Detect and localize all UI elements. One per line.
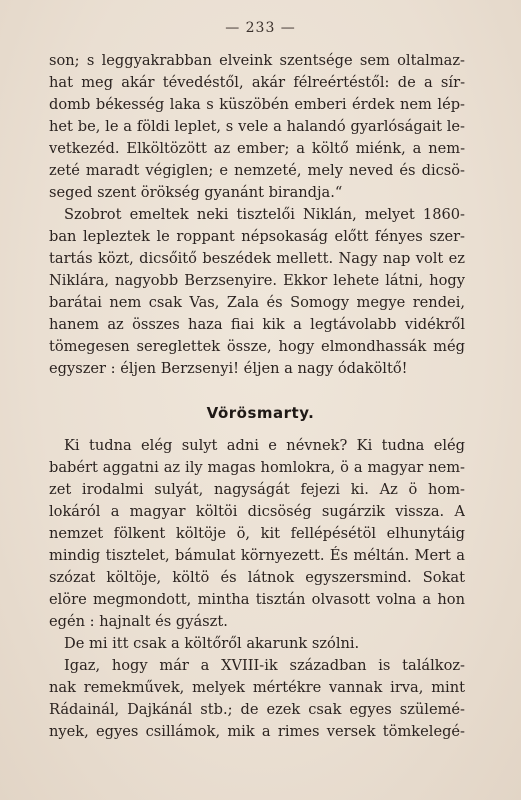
paragraph-poet-focus: [49, 633, 465, 655]
text-line: lokáról a magyar költöi dicsöség sugárzik vissza. A: [49, 503, 465, 520]
text-line: tartás közt, dicsőitő beszédek mellett. Nagy nap volt ez: [49, 250, 465, 267]
paragraph-statue: [49, 204, 465, 380]
text-line: szózat költöje, költö és látnok egyszersmind. Sokat: [49, 569, 465, 586]
text-line: babért aggatni az ily magas homlokra, ö a magyar nem-: [49, 459, 465, 476]
text-line: elöre megmondott, mintha tisztán olvasott volna a hon: [49, 591, 465, 608]
text-line: nemzet fölkent költöje ö, kit fellépésétöl elhunytáig: [49, 525, 465, 542]
text-line: egén : hajnalt és gyászt.: [49, 613, 228, 630]
paragraph-xviii-century: [49, 655, 465, 743]
text-line: domb békesség laka s küszöbén emberi érdek nem lép-: [49, 96, 465, 113]
text-line: nak remekművek, melyek mértékre vannak irva, mint: [49, 679, 465, 696]
paragraph-vorosmarty-intro: [49, 435, 465, 633]
text-line: hanem az összes haza fiai kik a legtávolabb vidékről: [49, 316, 465, 333]
text-line: zeté maradt végiglen; e nemzeté, mely neved és dicsö-: [49, 162, 465, 179]
text-line: De mi itt csak a költőről akarunk szólni.: [64, 635, 360, 652]
text-line: Szobrot emeltek neki tisztelői Niklán, melyet 1860-: [64, 206, 465, 223]
section-heading: Vörösmarty.: [206, 404, 315, 422]
text-line: het be, le a földi leplet, s vele a halandó gyarlóságait le-: [49, 118, 465, 135]
text-line: Niklára, nagyobb Berzsenyire. Ekkor lehete látni, hogy: [49, 272, 465, 289]
text-line: tömegesen sereglettek össze, hogy elmondhassák még: [49, 338, 465, 355]
text-line: seged szent örökség gyanánt birandja.“: [49, 184, 343, 201]
text-line: hat meg akár tévedéstől, akár félreértéstől: de a sír-: [49, 74, 465, 91]
text-line: nyek, egyes csillámok, mik a rimes versek tömkelegé-: [49, 723, 465, 740]
text-line: barátai nem csak Vas, Zala és Somogy megye rendei,: [49, 294, 465, 311]
text-line: vetkezéd. Elköltözött az ember; a költő miénk, a nem-: [49, 140, 465, 157]
text-line: mindig tisztelet, bámulat környezett. És méltán. Mert a: [49, 547, 465, 564]
text-line: son; s leggyakrabban elveink szentsége sem oltalmaz-: [49, 52, 465, 69]
text-line: ban lepleztek le roppant népsokaság előtt fényes szer-: [49, 228, 465, 245]
text-line: Igaz, hogy már a XVIII-ik században is találkoz-: [64, 657, 465, 674]
text-line: Rádainál, Dajkánál stb.; de ezek csak egyes szülemé-: [49, 701, 465, 718]
text-line: egyszer : éljen Berzsenyi! éljen a nagy ódaköltő!: [49, 360, 408, 377]
text-line: Ki tudna elég sulyt adni e névnek? Ki tudna elég: [64, 437, 465, 454]
paragraph-berzsenyi-epitaph: [49, 50, 465, 204]
text-line: zet irodalmi sulyát, nagyságát fejezi ki. Az ö hom-: [49, 481, 465, 498]
page-number: — 233 —: [225, 20, 296, 36]
